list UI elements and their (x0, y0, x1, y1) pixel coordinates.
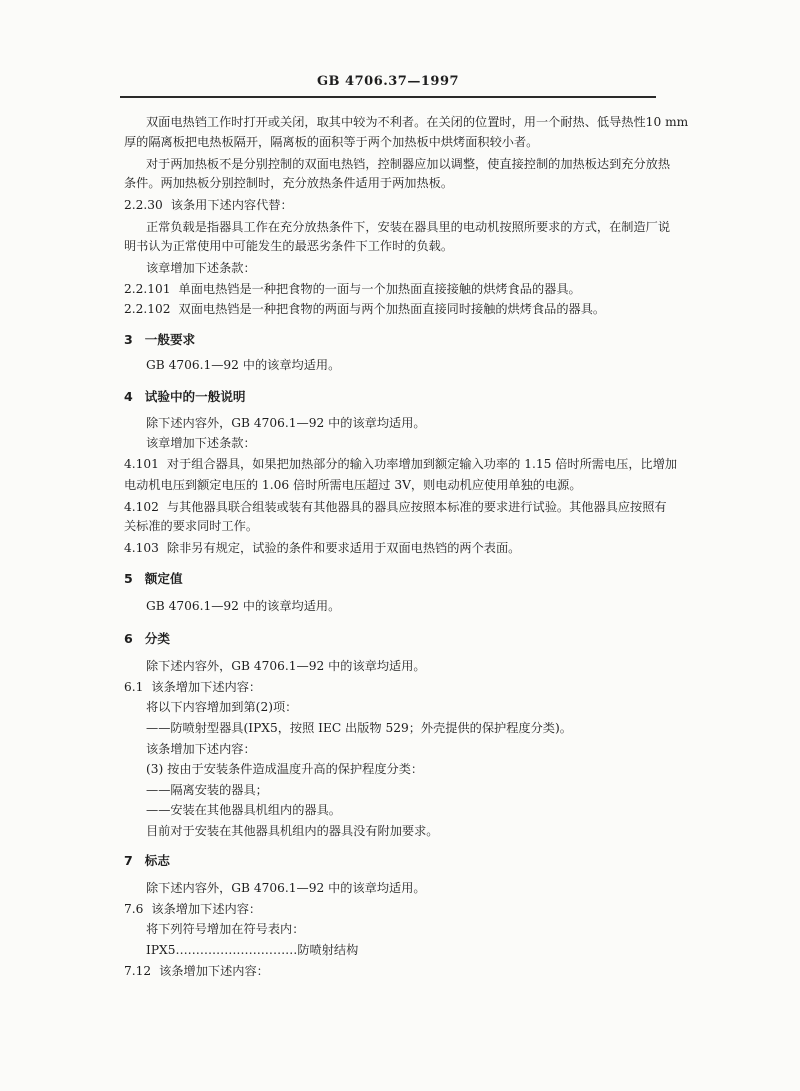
paragraph-line: (3) 按由于安装条件造成温度升高的保护程度分类： (146, 762, 424, 776)
clause-line: 2.2.30 该条用下述内容代替： (124, 198, 293, 212)
paragraph-line: 除下述内容外，GB 4706.1—92 中的该章均适用。 (146, 659, 426, 673)
clause-number: 7.6 (124, 902, 144, 916)
clause-number: 2.2.101 (124, 282, 171, 296)
clause-line: 6.1 该条增加下述内容： (124, 680, 262, 694)
paragraph-line: GB 4706.1—92 中的该章均适用。 (146, 599, 341, 613)
section-heading: 7 标志 (124, 853, 170, 868)
paragraph-line: 关标准的要求同时工作。 (124, 519, 259, 533)
header-rule (120, 96, 656, 98)
page-header-code: GB 4706.37—1997 (316, 74, 460, 89)
clause-number: 4.103 (124, 541, 159, 555)
clause-line: 4.102 与其他器具联合组装或装有其他器具的器具应按照本标准的要求进行试验。其他器具应按照有 (124, 500, 667, 514)
paragraph-line: 条件。两加热板分别控制时，充分放热条件适用于两加热板。 (124, 176, 454, 190)
section-heading: 4 试验中的一般说明 (124, 389, 246, 404)
paragraph-line: 该章增加下述条款： (146, 436, 256, 450)
paragraph-line: 将以下内容增加到第(2)项： (146, 700, 298, 714)
section-heading: 3 一般要求 (124, 332, 196, 347)
paragraph-line: 电动机电压到额定电压的 1.06 倍时所需电压超过 3V，则电动机应使用单独的电源。 (124, 478, 582, 492)
clause-number: 4.102 (124, 500, 159, 514)
section-heading: 5 额定值 (124, 571, 183, 586)
clause-number: 2.2.30 (124, 198, 163, 212)
paragraph-line: ——安装在其他器具机组内的器具。 (146, 803, 341, 817)
clause-line: 7.12 该条增加下述内容： (124, 964, 269, 978)
paragraph-line: 除下述内容外，GB 4706.1—92 中的该章均适用。 (146, 881, 426, 895)
clause-line: 7.6 该条增加下述内容： (124, 902, 262, 916)
paragraph-line: 双面电热铛工作时打开或关闭，取其中较为不利者。在关闭的位置时，用一个耐热、低导热性10 mm (146, 115, 689, 129)
clause-line: 2.2.101 单面电热铛是一种把食物的一面与一个加热面直接接触的烘烤食品的器具。 (124, 282, 581, 296)
clause-number: 2.2.102 (124, 302, 171, 316)
clause-line: 4.103 除非另有规定，试验的条件和要求适用于双面电热铛的两个表面。 (124, 541, 521, 555)
paragraph-line: 除下述内容外，GB 4706.1—92 中的该章均适用。 (146, 416, 426, 430)
paragraph-line: ——隔离安装的器具； (146, 783, 268, 797)
paragraph-line: 将下列符号增加在符号表内： (146, 922, 305, 936)
paragraph-line: 厚的隔离板把电热板隔开，隔离板的面积等于两个加热板中烘烤面积较小者。 (124, 135, 539, 149)
paragraph-line: IPX5…………………………防喷射结构 (146, 943, 359, 957)
paragraph-line: 目前对于安装在其他器具机组内的器具没有附加要求。 (146, 824, 439, 838)
clause-line: 4.101 对于组合器具，如果把加热部分的输入功率增加到额定输入功率的 1.15 倍时所需电压，比增加 (124, 457, 678, 471)
section-heading: 6 分类 (124, 631, 170, 646)
clause-number: 4.101 (124, 457, 159, 471)
paragraph-line: 对于两加热板不是分别控制的双面电热铛，控制器应加以调整，使直接控制的加热板达到充分放热 (146, 157, 671, 171)
paragraph-line: 该章增加下述条款： (146, 261, 256, 275)
paragraph-line: ——防喷射型器具(IPX5，按照 IEC 出版物 529；外壳提供的保护程度分类)。 (146, 721, 572, 735)
paragraph-line: 正常负载是指器具工作在充分放热条件下，安装在器具里的电动机按照所要求的方式，在制造厂说 (146, 220, 671, 234)
clause-number: 7.12 (124, 964, 152, 978)
paragraph-line: GB 4706.1—92 中的该章均适用。 (146, 358, 341, 372)
paragraph-line: 明书认为正常使用中可能发生的最恶劣条件下工作时的负载。 (124, 239, 454, 253)
paragraph-line: 该条增加下述内容： (146, 742, 256, 756)
clause-line: 2.2.102 双面电热铛是一种把食物的两面与两个加热面直接同时接触的烘烤食品的器具。 (124, 302, 606, 316)
clause-number: 6.1 (124, 680, 144, 694)
